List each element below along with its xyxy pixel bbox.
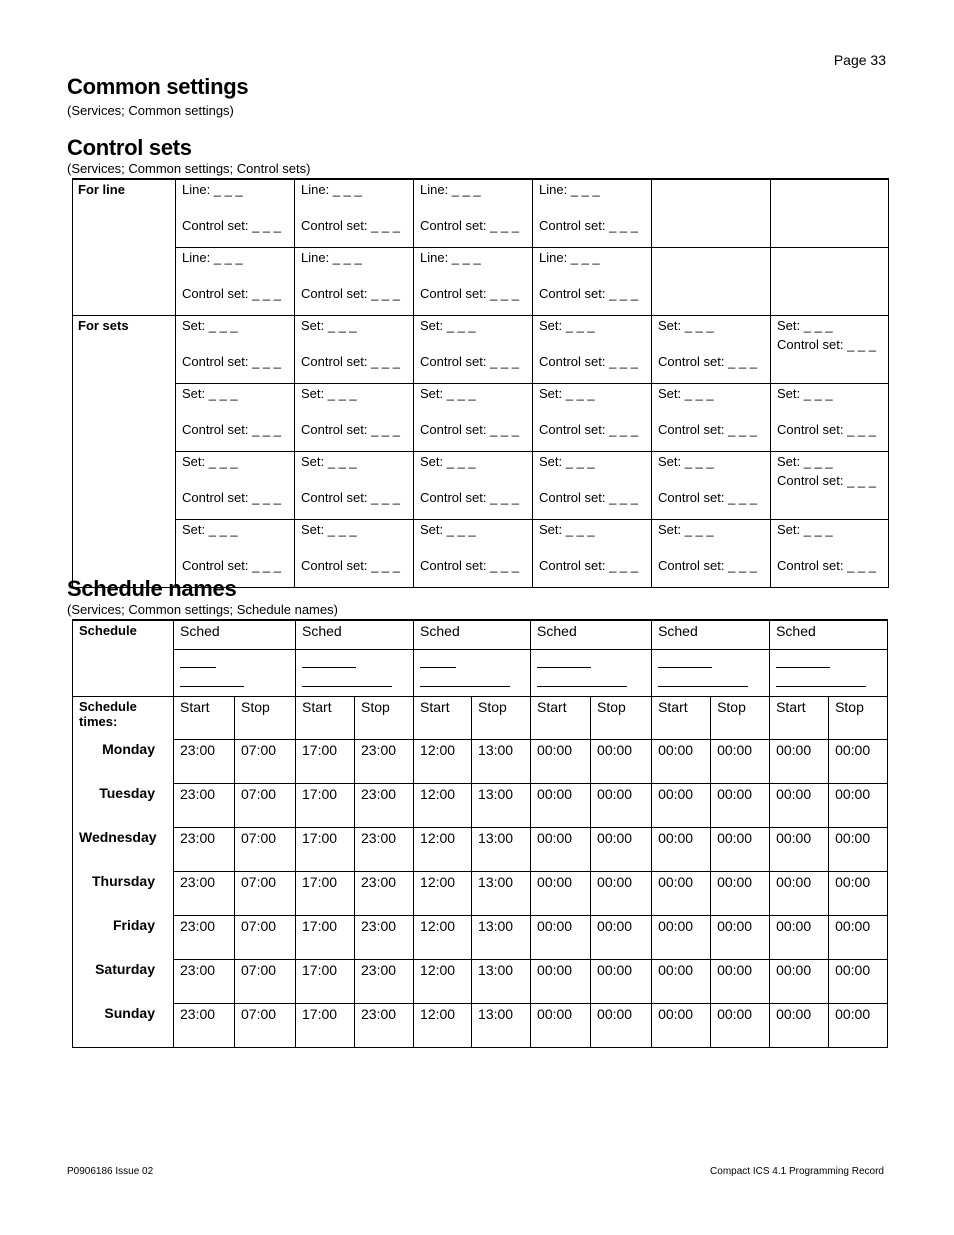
line-field: Line: _ _ _ bbox=[539, 182, 600, 197]
stop-header: Stop bbox=[355, 697, 414, 740]
name-underline bbox=[537, 674, 627, 687]
start-stop-header-row bbox=[73, 697, 888, 740]
schedule-day-row bbox=[73, 1003, 888, 1048]
page-number: Page 33 bbox=[833, 52, 886, 68]
control-set-row bbox=[73, 179, 889, 248]
start-time: 00:00 bbox=[652, 827, 711, 871]
set-field: Set: _ _ _ bbox=[658, 386, 714, 401]
stop-time: 00:00 bbox=[591, 915, 652, 959]
control-set-cell bbox=[771, 384, 889, 452]
stop-time: 00:00 bbox=[591, 739, 652, 783]
control-set-field: Control set: _ _ _ bbox=[539, 354, 638, 369]
start-time: 23:00 bbox=[174, 783, 235, 827]
control-set-cell bbox=[414, 316, 533, 384]
stop-time: 07:00 bbox=[235, 739, 296, 783]
schedule-names-table bbox=[72, 619, 888, 1048]
control-sets-path: (Services; Common settings; Control sets) bbox=[67, 161, 311, 176]
control-set-field: Control set: _ _ _ bbox=[182, 490, 281, 505]
line-field: Line: _ _ _ bbox=[182, 182, 243, 197]
schedule-day-row bbox=[73, 959, 888, 1003]
start-time: 17:00 bbox=[296, 1003, 355, 1048]
schedule-names-heading: Schedule names bbox=[67, 576, 237, 601]
row-label-cell bbox=[73, 452, 176, 520]
control-set-field: Control set: _ _ _ bbox=[301, 286, 400, 301]
day-label: Saturday bbox=[73, 959, 174, 1003]
control-set-field: Control set: _ _ _ bbox=[777, 558, 876, 573]
start-time: 12:00 bbox=[414, 959, 472, 1003]
sched-name-header: Sched bbox=[174, 620, 296, 650]
start-header: Start bbox=[414, 697, 472, 740]
start-time: 00:00 bbox=[770, 783, 829, 827]
footer-title: Compact ICS 4.1 Programming Record bbox=[710, 1166, 884, 1177]
control-set-cell bbox=[652, 248, 771, 316]
stop-time: 07:00 bbox=[235, 915, 296, 959]
control-set-cell bbox=[533, 248, 652, 316]
sched-name-header: Sched bbox=[414, 620, 531, 650]
stop-time: 00:00 bbox=[829, 739, 888, 783]
control-set-field: Control set: _ _ _ bbox=[301, 354, 400, 369]
control-set-field: Control set: _ _ _ bbox=[301, 490, 400, 505]
stop-time: 00:00 bbox=[711, 739, 770, 783]
start-time: 00:00 bbox=[652, 783, 711, 827]
start-time: 17:00 bbox=[296, 739, 355, 783]
set-field: Set: _ _ _ bbox=[539, 522, 595, 537]
start-time: 23:00 bbox=[174, 739, 235, 783]
start-time: 23:00 bbox=[174, 827, 235, 871]
stop-time: 00:00 bbox=[591, 871, 652, 915]
name-underline bbox=[180, 655, 216, 668]
sched-name-entry bbox=[296, 650, 414, 697]
start-time: 00:00 bbox=[770, 915, 829, 959]
sched-name-entry bbox=[174, 650, 296, 697]
start-time: 12:00 bbox=[414, 783, 472, 827]
control-set-cell bbox=[176, 248, 295, 316]
stop-time: 00:00 bbox=[591, 959, 652, 1003]
stop-time: 00:00 bbox=[711, 959, 770, 1003]
start-time: 12:00 bbox=[414, 827, 472, 871]
schedule-day-row bbox=[73, 871, 888, 915]
start-header: Start bbox=[174, 697, 235, 740]
stop-time: 23:00 bbox=[355, 915, 414, 959]
control-set-cell bbox=[652, 179, 771, 248]
control-set-cell bbox=[176, 179, 295, 248]
stop-time: 07:00 bbox=[235, 827, 296, 871]
control-set-cell bbox=[771, 248, 889, 316]
set-field: Set: _ _ _ bbox=[182, 454, 238, 469]
control-set-cell bbox=[295, 316, 414, 384]
control-set-cell bbox=[771, 179, 889, 248]
set-field: Set: _ _ _ bbox=[658, 454, 714, 469]
control-set-cell bbox=[533, 452, 652, 520]
start-header: Start bbox=[531, 697, 591, 740]
start-time: 12:00 bbox=[414, 1003, 472, 1048]
line-field: Line: _ _ _ bbox=[182, 250, 243, 265]
stop-time: 13:00 bbox=[472, 871, 531, 915]
start-time: 00:00 bbox=[531, 915, 591, 959]
control-set-field: Control set: _ _ _ bbox=[301, 422, 400, 437]
sched-name-header: Sched bbox=[296, 620, 414, 650]
set-field: Set: _ _ _ bbox=[539, 386, 595, 401]
control-set-row bbox=[73, 316, 889, 384]
day-label: Tuesday bbox=[73, 783, 174, 827]
control-set-cell bbox=[652, 452, 771, 520]
start-header: Start bbox=[770, 697, 829, 740]
stop-time: 23:00 bbox=[355, 739, 414, 783]
stop-time: 00:00 bbox=[829, 1003, 888, 1048]
start-time: 23:00 bbox=[174, 871, 235, 915]
control-set-field: Control set: _ _ _ bbox=[182, 422, 281, 437]
stop-header: Stop bbox=[711, 697, 770, 740]
set-field: Set: _ _ _ bbox=[539, 318, 595, 333]
control-set-row bbox=[73, 452, 889, 520]
name-underline bbox=[302, 674, 392, 687]
stop-header: Stop bbox=[235, 697, 296, 740]
line-field: Line: _ _ _ bbox=[539, 250, 600, 265]
control-set-field: Control set: _ _ _ bbox=[658, 490, 757, 505]
day-label: Friday bbox=[73, 915, 174, 959]
control-set-field: Control set: _ _ _ bbox=[182, 354, 281, 369]
start-time: 00:00 bbox=[531, 739, 591, 783]
start-time: 12:00 bbox=[414, 739, 472, 783]
control-set-field: Control set: _ _ _ bbox=[539, 422, 638, 437]
start-time: 17:00 bbox=[296, 783, 355, 827]
schedule-times-label: Schedule times: bbox=[73, 697, 174, 740]
line-field: Line: _ _ _ bbox=[420, 250, 481, 265]
name-underline bbox=[658, 655, 712, 668]
set-field: Set: _ _ _ bbox=[777, 318, 833, 333]
schedule-day-row bbox=[73, 827, 888, 871]
day-label: Thursday bbox=[73, 871, 174, 915]
row-label-cell bbox=[73, 248, 176, 316]
control-set-field: Control set: _ _ _ bbox=[777, 422, 876, 437]
set-field: Set: _ _ _ bbox=[777, 454, 833, 469]
set-field: Set: _ _ _ bbox=[420, 318, 476, 333]
control-set-field: Control set: _ _ _ bbox=[420, 422, 519, 437]
control-set-cell bbox=[652, 316, 771, 384]
stop-time: 07:00 bbox=[235, 783, 296, 827]
control-set-field: Control set: _ _ _ bbox=[182, 218, 281, 233]
control-set-cell bbox=[295, 248, 414, 316]
start-time: 00:00 bbox=[770, 739, 829, 783]
control-set-cell bbox=[771, 316, 889, 384]
start-time: 00:00 bbox=[652, 915, 711, 959]
control-set-field: Control set: _ _ _ bbox=[420, 218, 519, 233]
control-set-field: Control set: _ _ _ bbox=[182, 286, 281, 301]
sched-name-entry bbox=[414, 650, 531, 697]
sched-name-entry bbox=[652, 650, 770, 697]
start-time: 12:00 bbox=[414, 871, 472, 915]
line-field: Line: _ _ _ bbox=[420, 182, 481, 197]
start-time: 00:00 bbox=[652, 959, 711, 1003]
schedule-names-path: (Services; Common settings; Schedule names) bbox=[67, 602, 338, 617]
footer-document-id: P0906186 Issue 02 bbox=[67, 1166, 154, 1177]
control-set-field: Control set: _ _ _ bbox=[658, 422, 757, 437]
stop-time: 00:00 bbox=[829, 783, 888, 827]
control-set-cell bbox=[414, 520, 533, 588]
name-underline bbox=[420, 655, 456, 668]
sched-name-header: Sched bbox=[531, 620, 652, 650]
set-field: Set: _ _ _ bbox=[182, 386, 238, 401]
control-set-cell bbox=[533, 384, 652, 452]
control-set-cell bbox=[176, 384, 295, 452]
start-time: 00:00 bbox=[531, 871, 591, 915]
row-label: For line bbox=[73, 179, 176, 248]
stop-time: 00:00 bbox=[829, 959, 888, 1003]
schedule-day-row bbox=[73, 739, 888, 783]
control-set-row bbox=[73, 384, 889, 452]
control-set-field: Control set: _ _ _ bbox=[301, 558, 400, 573]
name-underline bbox=[302, 655, 356, 668]
control-set-field: Control set: _ _ _ bbox=[539, 286, 638, 301]
control-set-field: Control set: _ _ _ bbox=[539, 490, 638, 505]
control-set-cell bbox=[176, 452, 295, 520]
stop-time: 23:00 bbox=[355, 1003, 414, 1048]
stop-time: 13:00 bbox=[472, 827, 531, 871]
start-header: Start bbox=[296, 697, 355, 740]
start-time: 00:00 bbox=[652, 871, 711, 915]
control-set-field: Control set: _ _ _ bbox=[420, 286, 519, 301]
control-set-cell bbox=[414, 452, 533, 520]
name-underline bbox=[776, 674, 866, 687]
name-underline bbox=[776, 655, 830, 668]
set-field: Set: _ _ _ bbox=[658, 318, 714, 333]
set-field: Set: _ _ _ bbox=[182, 522, 238, 537]
control-set-cell bbox=[533, 179, 652, 248]
start-time: 00:00 bbox=[531, 827, 591, 871]
start-time: 00:00 bbox=[770, 827, 829, 871]
control-set-field: Control set: _ _ _ bbox=[658, 354, 757, 369]
start-time: 00:00 bbox=[652, 739, 711, 783]
control-set-cell bbox=[771, 452, 889, 520]
control-set-cell bbox=[652, 520, 771, 588]
control-set-field: Control set: _ _ _ bbox=[539, 558, 638, 573]
stop-time: 00:00 bbox=[591, 827, 652, 871]
stop-header: Stop bbox=[829, 697, 888, 740]
stop-time: 07:00 bbox=[235, 959, 296, 1003]
control-sets-heading: Control sets bbox=[67, 135, 192, 160]
stop-time: 00:00 bbox=[711, 871, 770, 915]
start-time: 00:00 bbox=[652, 1003, 711, 1048]
line-field: Line: _ _ _ bbox=[301, 182, 362, 197]
stop-time: 07:00 bbox=[235, 871, 296, 915]
control-sets-table bbox=[72, 178, 889, 588]
line-field: Line: _ _ _ bbox=[301, 250, 362, 265]
control-set-cell bbox=[176, 316, 295, 384]
control-set-cell bbox=[414, 248, 533, 316]
control-set-cell bbox=[295, 520, 414, 588]
start-time: 17:00 bbox=[296, 871, 355, 915]
name-underline bbox=[180, 674, 244, 687]
stop-time: 07:00 bbox=[235, 1003, 296, 1048]
stop-time: 13:00 bbox=[472, 1003, 531, 1048]
set-field: Set: _ _ _ bbox=[539, 454, 595, 469]
control-set-cell bbox=[533, 316, 652, 384]
stop-time: 00:00 bbox=[711, 915, 770, 959]
sched-name-header: Sched bbox=[652, 620, 770, 650]
stop-time: 13:00 bbox=[472, 783, 531, 827]
set-field: Set: _ _ _ bbox=[658, 522, 714, 537]
stop-time: 00:00 bbox=[591, 783, 652, 827]
start-time: 23:00 bbox=[174, 1003, 235, 1048]
stop-time: 00:00 bbox=[711, 783, 770, 827]
control-set-cell bbox=[295, 179, 414, 248]
schedule-header-row bbox=[73, 620, 888, 650]
control-set-cell bbox=[771, 520, 889, 588]
control-set-field: Control set: _ _ _ bbox=[777, 473, 876, 488]
control-set-field: Control set: _ _ _ bbox=[777, 337, 876, 352]
sched-name-entry bbox=[531, 650, 652, 697]
control-set-field: Control set: _ _ _ bbox=[182, 558, 281, 573]
control-set-cell bbox=[652, 384, 771, 452]
set-field: Set: _ _ _ bbox=[777, 522, 833, 537]
set-field: Set: _ _ _ bbox=[301, 522, 357, 537]
start-time: 23:00 bbox=[174, 959, 235, 1003]
stop-time: 13:00 bbox=[472, 739, 531, 783]
start-time: 00:00 bbox=[770, 1003, 829, 1048]
schedule-name-entry-row bbox=[73, 650, 888, 697]
set-field: Set: _ _ _ bbox=[301, 318, 357, 333]
start-header: Start bbox=[652, 697, 711, 740]
start-time: 17:00 bbox=[296, 959, 355, 1003]
stop-time: 13:00 bbox=[472, 915, 531, 959]
stop-time: 23:00 bbox=[355, 827, 414, 871]
schedule-day-row bbox=[73, 915, 888, 959]
name-underline bbox=[537, 655, 591, 668]
start-time: 00:00 bbox=[770, 959, 829, 1003]
day-label: Monday bbox=[73, 739, 174, 783]
control-set-field: Control set: _ _ _ bbox=[420, 354, 519, 369]
start-time: 23:00 bbox=[174, 915, 235, 959]
control-set-cell bbox=[295, 452, 414, 520]
schedule-label: Schedule bbox=[73, 620, 174, 697]
control-set-field: Control set: _ _ _ bbox=[420, 558, 519, 573]
start-time: 17:00 bbox=[296, 827, 355, 871]
stop-time: 13:00 bbox=[472, 959, 531, 1003]
control-set-field: Control set: _ _ _ bbox=[301, 218, 400, 233]
stop-time: 23:00 bbox=[355, 871, 414, 915]
control-set-field: Control set: _ _ _ bbox=[658, 558, 757, 573]
stop-header: Stop bbox=[591, 697, 652, 740]
stop-header: Stop bbox=[472, 697, 531, 740]
set-field: Set: _ _ _ bbox=[182, 318, 238, 333]
start-time: 00:00 bbox=[531, 1003, 591, 1048]
sched-name-entry bbox=[770, 650, 888, 697]
set-field: Set: _ _ _ bbox=[777, 386, 833, 401]
control-set-row bbox=[73, 248, 889, 316]
row-label: For sets bbox=[73, 316, 176, 384]
control-set-cell bbox=[414, 179, 533, 248]
start-time: 00:00 bbox=[531, 959, 591, 1003]
start-time: 17:00 bbox=[296, 915, 355, 959]
set-field: Set: _ _ _ bbox=[420, 522, 476, 537]
schedule-day-row bbox=[73, 783, 888, 827]
stop-time: 00:00 bbox=[829, 827, 888, 871]
stop-time: 00:00 bbox=[829, 915, 888, 959]
name-underline bbox=[420, 674, 510, 687]
stop-time: 00:00 bbox=[711, 827, 770, 871]
stop-time: 00:00 bbox=[591, 1003, 652, 1048]
set-field: Set: _ _ _ bbox=[420, 454, 476, 469]
start-time: 00:00 bbox=[531, 783, 591, 827]
start-time: 00:00 bbox=[770, 871, 829, 915]
stop-time: 23:00 bbox=[355, 959, 414, 1003]
name-underline bbox=[658, 674, 748, 687]
row-label-cell bbox=[73, 384, 176, 452]
control-set-field: Control set: _ _ _ bbox=[420, 490, 519, 505]
control-set-field: Control set: _ _ _ bbox=[539, 218, 638, 233]
control-set-cell bbox=[533, 520, 652, 588]
common-settings-heading: Common settings bbox=[67, 74, 249, 99]
start-time: 12:00 bbox=[414, 915, 472, 959]
day-label: Wednesday bbox=[73, 827, 174, 871]
stop-time: 00:00 bbox=[829, 871, 888, 915]
common-settings-path: (Services; Common settings) bbox=[67, 103, 234, 118]
stop-time: 23:00 bbox=[355, 783, 414, 827]
day-label: Sunday bbox=[73, 1003, 174, 1048]
control-set-cell bbox=[295, 384, 414, 452]
set-field: Set: _ _ _ bbox=[420, 386, 476, 401]
sched-name-header: Sched bbox=[770, 620, 888, 650]
stop-time: 00:00 bbox=[711, 1003, 770, 1048]
set-field: Set: _ _ _ bbox=[301, 386, 357, 401]
control-set-cell bbox=[414, 384, 533, 452]
set-field: Set: _ _ _ bbox=[301, 454, 357, 469]
